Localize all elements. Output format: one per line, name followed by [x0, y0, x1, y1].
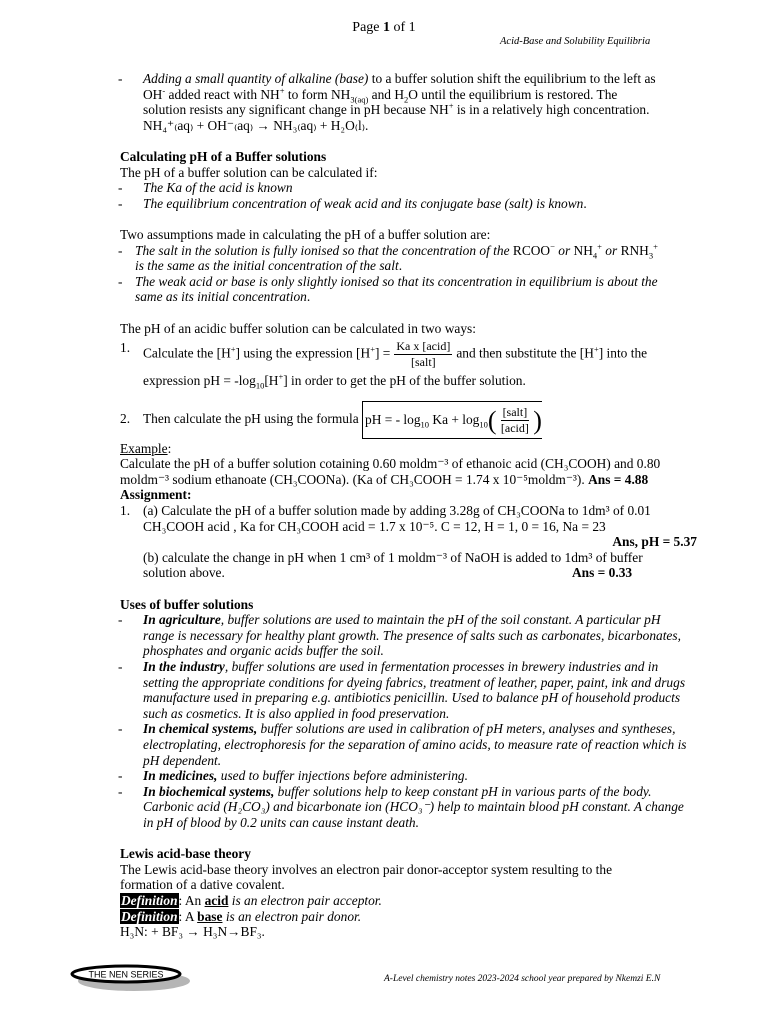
calc-item-ka: - The Ka of the acid is known	[118, 180, 293, 196]
lewis-equation: H₃N: + BF₃ → H₃N→BF₃.	[120, 924, 265, 940]
calc-lead: The pH of a buffer solution can be calculated if:	[120, 164, 378, 180]
method-1: 1. Calculate the [H+] using the expression [H+] = $\frac{\text{Ka x [acid]}}{\text{[salt]}}$ and then substitute the [H+] into the expression pH = $-\log_{10}[H^+]$ in order to get the pH of the buffer solution.	[120, 339, 648, 391]
example-line-2: moldm⁻³ sodium ethanoate (CH₃COONa). (Ka of CH₃COOH = 1.74 x 10⁻⁵moldm⁻³). Ans = 4.88	[120, 471, 649, 487]
ways-lead: The pH of an acidic buffer solution can be calculated in two ways:	[120, 320, 476, 336]
method-2: 2. Then calculate the pH using the formula pH = - $\log_{10} Ka + \log_{10}$( $\frac{\text{[salt]}}{\text{[acid]}}$ )	[120, 401, 695, 439]
calc-item-conc: - The equilibrium concentration of weak acid and its conjugate base (salt) is known.	[118, 195, 587, 211]
assignment-label: Assignment:	[120, 487, 192, 503]
calc-heading: Calculating pH of a Buffer solutions	[120, 148, 327, 164]
uses-heading: Uses of buffer solutions	[120, 596, 254, 612]
footer-note: A-Level chemistry notes 2023-2024 school year prepared by Nkemzi E.N	[384, 974, 661, 984]
page-content: - Adding a small quantity of alkaline (base) to a buffer solution shift the equilibrium to the left as OH- added react with NH+ to form $NH_{3(aq)}$ and $H_2O$ until the equilibrium is restored. The solution resists any significant change in pH because NH+ is in a relatively high concentration. NH₄⁺₍aq₎ + OH⁻₍aq₎ → NH₃₍aq₎ + H₂O₍l₎. Calculating pH of a Buffer solutions The pH of a buffer solution can be calculated if: - The Ka of the acid is known - The equilibrium concentration of weak acid and its conjugate base (salt) is known. Two assumptions made in calculating the pH of a buffer solution are: - The salt in the solution is fully ionised so that the concentration of the RCOO− or $NH_4^+$ or $RNH_3^+$ is the same as the initial concentration of the salt. - The weak acid or base is only slightly ionised so that its concentration in equilibrium is about the same as its initial concentration. The pH of an acidic buffer solution can be calculated in two ways: 1. Calculate the [H+] using the expression [H+] = $\frac{\text{Ka x [acid]}}{\text{[salt]}}$ and then substitute the [H+] into the expression pH = $-\log_{10}[H^+]$ in order to get the pH of the buffer solution. 2. Then calculate the pH using the formula pH = - $\log_{10} Ka + \log_{10}$( $\frac{\text{[salt]}}{\text{[acid]}}$ ) Example: Calculate the pH of a buffer solution cotaining 0.60 moldm⁻³ of ethanoic acid (CH₃COOH) and 0.80 moldm⁻³ sodium ethanoate (CH₃COONa). (Ka of CH₃COOH = 1.74 x 10⁻⁵moldm⁻³). Ans = 4.88 Assignment: 1. (a) Calculate the pH of a buffer solution made by adding 3.28g of CH₃COONa to 1dm³ of 0.01 CH₃COOH acid , Ka for CH₃COOH acid = 1.7 x 10⁻⁵. C = 12, H = 1, 0 = 16, Na = 23 Ans, pH = 5.37 (b) calculate the change in pH when 1 cm³ of 1 moldm⁻³ of NaOH is added to 1dm³ of buffer solution above. Ans = 0.33 Uses of buffer solutions - In agriculture, buffer solutions are used to maintain the pH of the soil constant. A particular pH range is necessary for healthy plant growth. The presence of salts such as carbonates, bicarbonates, phosphates and organic acids buffer the soil. - In the industry, buffer solutions are used in fermentation processes in brewery industries and in setting the appropriate conditions for dyeing fabrics, treatment of leather, paper, paint, ink and drugs manufacture used in preparing e.g. antibiotics penicillin. Used to balance pH of household products such as cosmetics. It is also applied in food preservation. - In chemical systems, buffer solutions are used in calibration of pH meters, analyses and syntheses, electroplating, electrophoresis for the separation of amino acids, to measure rate of reaction which is pH dependent. - In medicines, used to buffer injections before administering. - In biochemical systems, buffer solutions help to keep constant pH in various parts of the body. Carbonic acid (H₂CO₃) and bicarbonate ion (HCO₃⁻) help to maintain blood pH constant. A change in pH of blood by 0.2 units can cause instant death. Lewis acid-base theory The Lewis acid-base theory involves an electron pair donor-acceptor system resulting to the formation of a dative covalent. Definition: An acid is an electron pair acceptor. Definition: A base is an electron pair donor. H₃N: + BF₃ → H₃N→BF₃.	[118, 71, 697, 940]
use-medicine: - In medicines, used to buffer injections before administering.	[118, 768, 468, 784]
acid-definition: Definition: An acid is an electron pair acceptor.	[121, 892, 382, 908]
use-chemical: - In chemical systems, buffer solutions are used in calibration of pH meters, analyses and syntheses, electroplating, electrophoresis for the separation of amino acids, to measure rate of reaction which is pH dependent.	[118, 721, 687, 768]
assumption-1: - The salt in the solution is fully ionised so that the concentration of the RCOO− or $NH_4^+$ or $RNH_3^+$ is the same as the initial concentration of the salt.	[118, 241, 658, 274]
lewis-line-1: The Lewis acid-base theory involves an electron pair donor-acceptor system resulting to the	[120, 861, 613, 877]
lewis-line-2: formation of a dative covalent.	[120, 877, 285, 893]
base-definition: Definition: A base is an electron pair donor.	[121, 908, 362, 924]
ph-formula: pH = - $\log_{10} Ka + \log_{10}$( $\frac{\text{[salt]}}{\text{[acid]}}$ )	[362, 401, 542, 439]
assumption-2: - The weak acid or base is only slightly ionised so that its concentration in equilibrium is about the same as its initial concentration.	[118, 273, 658, 305]
assumptions-lead: Two assumptions made in calculating the pH of a buffer solution are:	[120, 226, 491, 242]
use-biochemical: - In biochemical systems, buffer solutions help to keep constant pH in various parts of the body. Carbonic acid (H₂CO₃) and bicarbonate ion (HCO₃⁻) help to maintain blood pH constant. A change in pH of blood by 0.2 units can cause instant death.	[118, 783, 684, 830]
assignment-a-answer: Ans, pH = 5.37	[612, 534, 697, 550]
example-line-1: Calculate the pH of a buffer solution cotaining 0.60 moldm⁻³ of ethanoic acid (CH₃COOH) and 0.80	[120, 456, 661, 472]
use-agriculture: - In agriculture, buffer solutions are used to maintain the pH of the soil constant. A particular pH range is necessary for healthy plant growth. The presence of salts such as carbonates, bicarbonates, phosphates and organic acids buffer the soil.	[118, 612, 681, 659]
svg-text:THE NEN SERIES: THE NEN SERIES	[88, 969, 164, 980]
running-title: Acid-Base and Solubility Equilibria	[500, 36, 651, 47]
example-label: Example	[120, 440, 168, 456]
assignment-item: 1. (a) Calculate the pH of a buffer solution made by adding 3.28g of CH₃COONa to 1dm³ of 0.01 CH₃COOH acid , Ka for CH₃COOH acid = 1.7 x 10⁻⁵. C = 12, H = 1, 0 = 16, Na = 23 Ans, pH = 5.37 (b) calculate the change in pH when 1 cm³ of 1 moldm⁻³ of NaOH is added to 1dm³ of buffer solution above. Ans = 0.33	[120, 503, 697, 581]
example-answer: Ans = 4.88	[588, 471, 649, 487]
intro-paragraph: - Adding a small quantity of alkaline (base) to a buffer solution shift the equilibrium to the left as OH- added react with NH+ to form $NH_{3(aq)}$ and $H_2O$ until the equilibrium is restored. The solution resists any significant change in pH because NH+ is in a relatively high concentration. NH₄⁺₍aq₎ + OH⁻₍aq₎ → NH₃₍aq₎ + H₂O₍l₎.	[120, 71, 695, 133]
nen-series-logo	[70, 964, 190, 992]
assignment-b-answer: Ans = 0.33	[572, 565, 633, 581]
intro-equation: NH₄⁺₍aq₎ + OH⁻₍aq₎ → NH₃₍aq₎ + H₂O₍l₎.	[143, 117, 369, 133]
page-number: Page 1 of 1	[352, 20, 416, 35]
use-industry: - In the industry, buffer solutions are used in fermentation processes in brewery industries and in setting the appropriate conditions for dyeing fabrics, treatment of leather, paper, paint, ink and drugs manufacture used in preparing e.g. antibiotics penicillin. Used to balance pH of household products such as cosmetics. It is also applied in food preservation.	[118, 659, 686, 721]
lewis-heading: Lewis acid-base theory	[120, 846, 251, 862]
h-ion-fraction: $\frac{\text{Ka x [acid]}}{\text{[salt]}}$	[396, 339, 451, 370]
